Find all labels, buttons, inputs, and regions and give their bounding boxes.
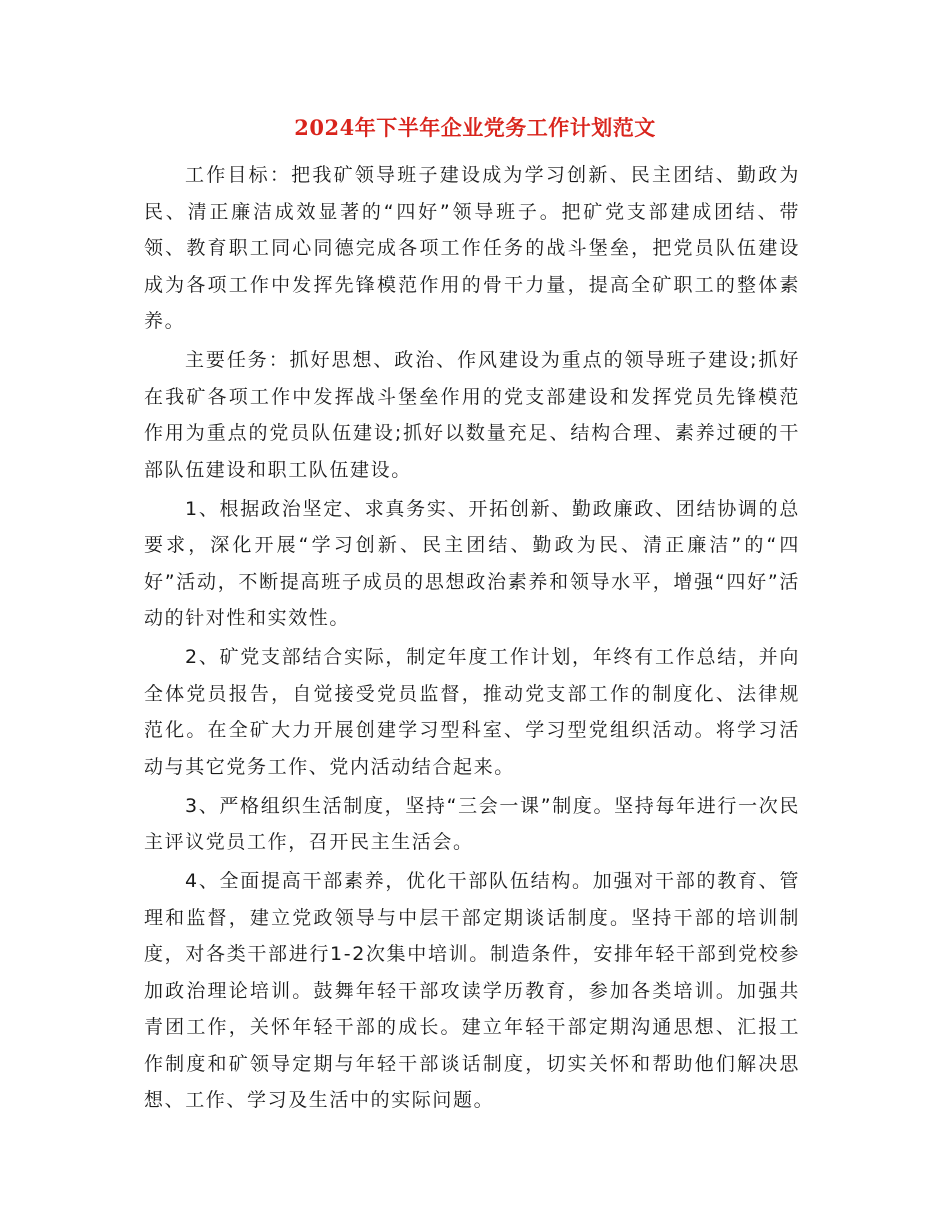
paragraph-item-3: 3、严格组织生活制度，坚持“三会一课”制度。坚持每年进行一次民主评议党员工作，召开民主生活会。 (144, 794, 800, 853)
document-title: 2024年下半年企业党务工作计划范文 (294, 115, 656, 140)
paragraph-work-goal: 工作目标：把我矿领导班子建设成为学习创新、民主团结、勤政为民、清正廉洁成效显著的“四好”领导班子。把矿党支部建成团结、带领、教育职工同心同德完成各项工作任务的战斗堡垒，把党员队伍建设成为各项工作中发挥先锋模范作用的骨干力量，提高全矿职工的整体素养。 (144, 164, 800, 332)
document-body (144, 157, 800, 1121)
paragraph-main-tasks: 主要任务：抓好思想、政治、作风建设为重点的领导班子建设;抓好在我矿各项工作中发挥战斗堡垒作用的党支部建设和发挥党员先锋模范作用为重点的党员队伍建设;抓好以数量充足、结构合理、素养过硬的干部队伍建设和职工队伍建设。 (144, 349, 800, 481)
paragraph-item-1: 1、根据政治坚定、求真务实、开拓创新、勤政廉政、团结协调的总要求，深化开展“学习创新、民主团结、勤政为民、清正廉洁”的“四好”活动，不断提高班子成员的思想政治素养和领导水平，增强“四好”活动的针对性和实效性。 (144, 497, 800, 629)
paragraph-item-2: 2、矿党支部结合实际，制定年度工作计划，年终有工作总结，并向全体党员报告，自觉接受党员监督，推动党支部工作的制度化、法律规范化。在全矿大力开展创建学习型科室、学习型党组织活动。将学习活动与其它党务工作、党内活动结合起来。 (144, 646, 800, 778)
paragraph-item-4: 4、全面提高干部素养，优化干部队伍结构。加强对干部的教育、管理和监督，建立党政领导与中层干部定期谈话制度。坚持干部的培训制度，对各类干部进行1-2次集中培训。制造条件，安排年轻干部到党校参加政治理论培训。鼓舞年轻干部攻读学历教育，参加各类培训。加强共青团工作，关怀年轻干部的成长。建立年轻干部定期沟通思想、汇报工作制度和矿领导定期与年轻干部谈话制度，切实关怀和帮助他们解决思想、工作、学习及生活中的实际问题。 (144, 870, 800, 1111)
